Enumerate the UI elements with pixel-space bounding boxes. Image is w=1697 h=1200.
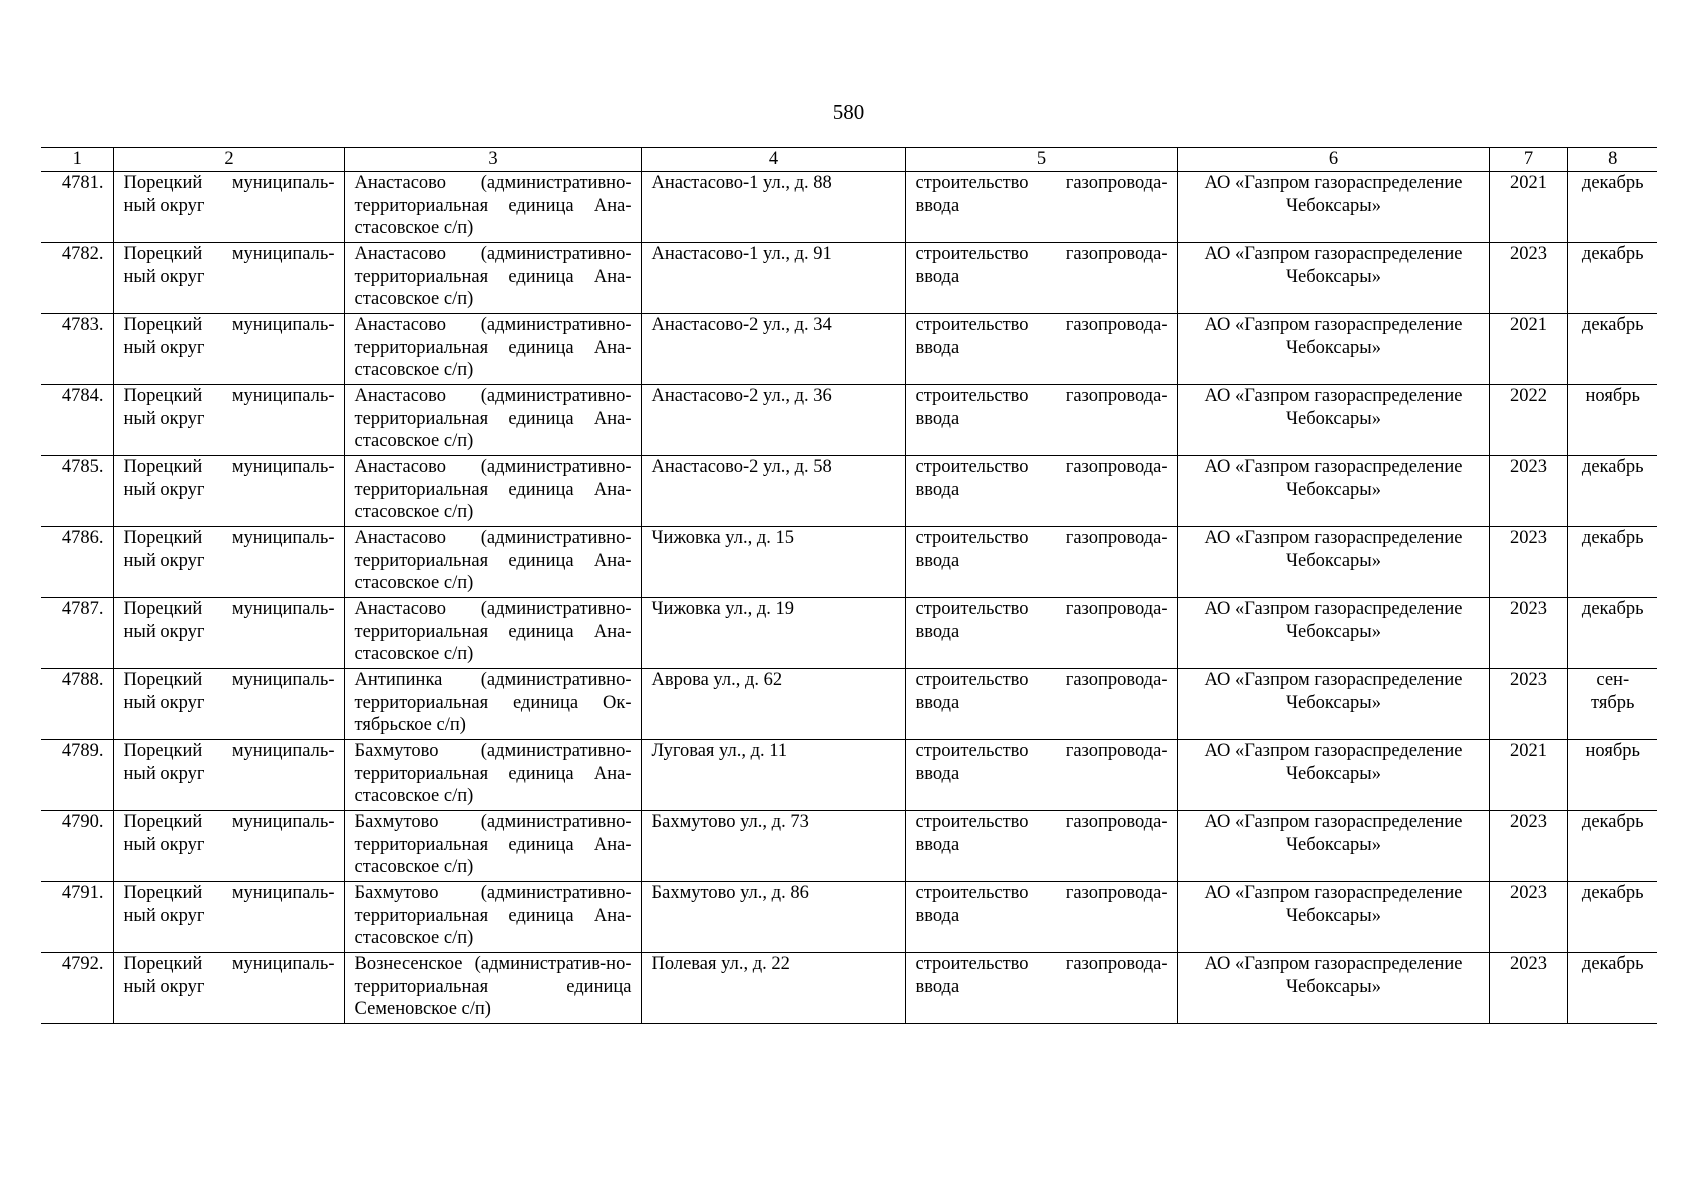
address-cell: Чижовка ул., д. 15	[641, 527, 905, 598]
month-cell: декабрь	[1567, 953, 1657, 1024]
locality-cell: Бахмутово (административно-территориальная единица Ана-стасовское с/п)	[344, 882, 641, 953]
column-header: 3	[344, 148, 641, 172]
row-number-cell: 4786.	[41, 527, 113, 598]
organization-cell: АО «Газпром газораспределение Чебоксары»	[1177, 953, 1489, 1024]
work-type-cell: строительство газопровода-ввода	[905, 598, 1177, 669]
district-cell: Порецкий муниципаль-ный округ	[113, 243, 344, 314]
address-cell: Луговая ул., д. 11	[641, 740, 905, 811]
organization-cell: АО «Газпром газораспределение Чебоксары»	[1177, 243, 1489, 314]
locality-cell: Бахмутово (административно-территориальная единица Ана-стасовское с/п)	[344, 811, 641, 882]
column-header: 5	[905, 148, 1177, 172]
organization-cell: АО «Газпром газораспределение Чебоксары»	[1177, 882, 1489, 953]
row-number-cell: 4781.	[41, 172, 113, 243]
district-cell: Порецкий муниципаль-ный округ	[113, 740, 344, 811]
column-header: 4	[641, 148, 905, 172]
row-number-cell: 4785.	[41, 456, 113, 527]
column-header: 8	[1567, 148, 1657, 172]
address-cell: Бахмутово ул., д. 86	[641, 882, 905, 953]
table-row	[41, 811, 1657, 882]
month-cell: декабрь	[1567, 172, 1657, 243]
address-cell: Полевая ул., д. 22	[641, 953, 905, 1024]
month-cell: ноябрь	[1567, 385, 1657, 456]
work-type-cell: строительство газопровода-ввода	[905, 172, 1177, 243]
district-cell: Порецкий муниципаль-ный округ	[113, 172, 344, 243]
table-row	[41, 953, 1657, 1024]
month-cell: декабрь	[1567, 882, 1657, 953]
month-cell: декабрь	[1567, 527, 1657, 598]
month-cell: декабрь	[1567, 456, 1657, 527]
work-type-cell: строительство газопровода-ввода	[905, 385, 1177, 456]
year-cell: 2023	[1489, 456, 1567, 527]
column-header: 6	[1177, 148, 1489, 172]
table-header	[41, 148, 1657, 172]
year-cell: 2021	[1489, 172, 1567, 243]
work-type-cell: строительство газопровода-ввода	[905, 740, 1177, 811]
locality-cell: Анастасово (административно-территориальная единица Ана-стасовское с/п)	[344, 314, 641, 385]
organization-cell: АО «Газпром газораспределение Чебоксары»	[1177, 314, 1489, 385]
locality-cell: Анастасово (административно-территориальная единица Ана-стасовское с/п)	[344, 527, 641, 598]
locality-cell: Вознесенское (административ-но-территориальная единица Семеновское с/п)	[344, 953, 641, 1024]
column-header: 7	[1489, 148, 1567, 172]
column-header: 2	[113, 148, 344, 172]
work-type-cell: строительство газопровода-ввода	[905, 669, 1177, 740]
organization-cell: АО «Газпром газораспределение Чебоксары»	[1177, 669, 1489, 740]
month-cell: декабрь	[1567, 811, 1657, 882]
month-cell: сен-тябрь	[1567, 669, 1657, 740]
district-cell: Порецкий муниципаль-ный округ	[113, 811, 344, 882]
district-cell: Порецкий муниципаль-ный округ	[113, 882, 344, 953]
table-row	[41, 172, 1657, 243]
locality-cell: Анастасово (административно-территориальная единица Ана-стасовское с/п)	[344, 456, 641, 527]
page-number: 580	[832, 100, 865, 124]
table-row	[41, 527, 1657, 598]
year-cell: 2021	[1489, 740, 1567, 811]
work-type-cell: строительство газопровода-ввода	[905, 527, 1177, 598]
row-number-cell: 4791.	[41, 882, 113, 953]
column-header: 1	[41, 148, 113, 172]
work-type-cell: строительство газопровода-ввода	[905, 243, 1177, 314]
month-cell: ноябрь	[1567, 740, 1657, 811]
district-cell: Порецкий муниципаль-ный округ	[113, 314, 344, 385]
address-cell: Анастасово-2 ул., д. 34	[641, 314, 905, 385]
address-cell: Бахмутово ул., д. 73	[641, 811, 905, 882]
district-cell: Порецкий муниципаль-ный округ	[113, 527, 344, 598]
organization-cell: АО «Газпром газораспределение Чебоксары»	[1177, 598, 1489, 669]
district-cell: Порецкий муниципаль-ный округ	[113, 598, 344, 669]
year-cell: 2022	[1489, 385, 1567, 456]
year-cell: 2023	[1489, 882, 1567, 953]
table-row	[41, 243, 1657, 314]
organization-cell: АО «Газпром газораспределение Чебоксары»	[1177, 172, 1489, 243]
district-cell: Порецкий муниципаль-ный округ	[113, 385, 344, 456]
locality-cell: Анастасово (административно-территориальная единица Ана-стасовское с/п)	[344, 172, 641, 243]
district-cell: Порецкий муниципаль-ный округ	[113, 456, 344, 527]
work-type-cell: строительство газопровода-ввода	[905, 811, 1177, 882]
address-cell: Чижовка ул., д. 19	[641, 598, 905, 669]
locality-cell: Антипинка (административно-территориальная единица Ок-тябрьское с/п)	[344, 669, 641, 740]
organization-cell: АО «Газпром газораспределение Чебоксары»	[1177, 385, 1489, 456]
address-cell: Анастасово-1 ул., д. 91	[641, 243, 905, 314]
locality-cell: Бахмутово (административно-территориальная единица Ана-стасовское с/п)	[344, 740, 641, 811]
row-number-cell: 4790.	[41, 811, 113, 882]
row-number-cell: 4784.	[41, 385, 113, 456]
locality-cell: Анастасово (административно-территориальная единица Ана-стасовское с/п)	[344, 243, 641, 314]
table-row	[41, 385, 1657, 456]
address-cell: Анастасово-2 ул., д. 58	[641, 456, 905, 527]
organization-cell: АО «Газпром газораспределение Чебоксары»	[1177, 456, 1489, 527]
organization-cell: АО «Газпром газораспределение Чебоксары»	[1177, 811, 1489, 882]
table-row	[41, 740, 1657, 811]
year-cell: 2023	[1489, 811, 1567, 882]
organization-cell: АО «Газпром газораспределение Чебоксары»	[1177, 527, 1489, 598]
year-cell: 2023	[1489, 669, 1567, 740]
month-cell: декабрь	[1567, 598, 1657, 669]
year-cell: 2023	[1489, 953, 1567, 1024]
table-row	[41, 882, 1657, 953]
year-cell: 2023	[1489, 243, 1567, 314]
row-number-cell: 4789.	[41, 740, 113, 811]
locality-cell: Анастасово (административно-территориальная единица Ана-стасовское с/п)	[344, 385, 641, 456]
row-number-cell: 4792.	[41, 953, 113, 1024]
year-cell: 2023	[1489, 598, 1567, 669]
header-row	[41, 148, 1657, 172]
table-row	[41, 598, 1657, 669]
row-number-cell: 4782.	[41, 243, 113, 314]
month-cell: декабрь	[1567, 314, 1657, 385]
month-cell: декабрь	[1567, 243, 1657, 314]
locality-cell: Анастасово (административно-территориальная единица Ана-стасовское с/п)	[344, 598, 641, 669]
table-row	[41, 456, 1657, 527]
work-type-cell: строительство газопровода-ввода	[905, 953, 1177, 1024]
district-cell: Порецкий муниципаль-ный округ	[113, 953, 344, 1024]
address-cell: Аврова ул., д. 62	[641, 669, 905, 740]
table-body	[41, 172, 1657, 1024]
table-row	[41, 314, 1657, 385]
work-type-cell: строительство газопровода-ввода	[905, 882, 1177, 953]
address-cell: Анастасово-2 ул., д. 36	[641, 385, 905, 456]
work-type-cell: строительство газопровода-ввода	[905, 314, 1177, 385]
address-cell: Анастасово-1 ул., д. 88	[641, 172, 905, 243]
organization-cell: АО «Газпром газораспределение Чебоксары»	[1177, 740, 1489, 811]
row-number-cell: 4783.	[41, 314, 113, 385]
year-cell: 2021	[1489, 314, 1567, 385]
district-cell: Порецкий муниципаль-ный округ	[113, 669, 344, 740]
table-row	[41, 669, 1657, 740]
row-number-cell: 4787.	[41, 598, 113, 669]
row-number-cell: 4788.	[41, 669, 113, 740]
work-type-cell: строительство газопровода-ввода	[905, 456, 1177, 527]
gasification-table	[41, 147, 1657, 1024]
year-cell: 2023	[1489, 527, 1567, 598]
